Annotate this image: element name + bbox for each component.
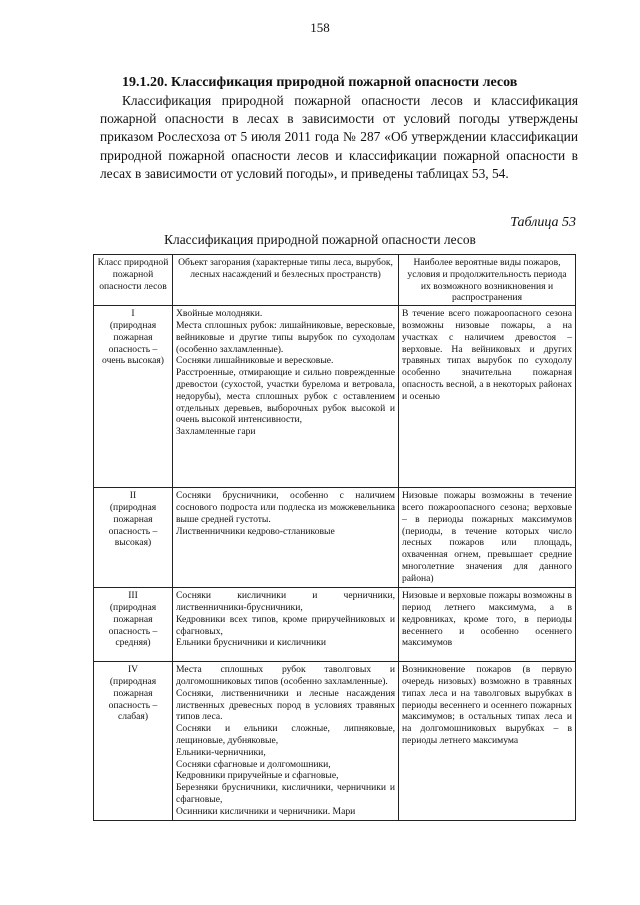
class-cell (94, 662, 173, 820)
table-row (94, 662, 576, 820)
intro-paragraph: Классификация природной пожарной опасности лесов и классификация пожарной опасности в лесах в зависимости от условий погоды утверждены приказом Рослесхоза от 5 июля 2011 года № 287 «Об утверждении классификации природной пожарной опасности лесов и классификации пожарной опасности в лесах в зависимости от условий погоды», и приведены таблицах 53, 54. (100, 93, 578, 181)
object-item: Кедровники приручейные и сфагновые, (176, 770, 339, 782)
fires-cell: Низовые пожары возможны в течение всего пожароопасного сезона; верховые – в периоды пожарных максимумов (периоды, в течение которых число лесных пожаров или площадь, охваченная огнем, превышает средние многолетние значения для данного района) (399, 488, 576, 588)
object-item: Сосняки сфагновые и долгомошники, (176, 758, 331, 770)
table-row (94, 588, 576, 662)
fires-cell: Низовые и верховые пожары возможны в период летнего максимума, а в кедровниках, кроме того, в периоды весеннего и особенно осеннего максимумов (399, 588, 576, 662)
object-item: Сосняки кисличники и черничники, лиственничники-брусничники, (176, 590, 395, 613)
object-item: Сосняки и ельники сложные, липняковые, лещиновые, дубняковые, (176, 723, 395, 746)
class-description: (природная пожарная опасность – высокая) (108, 501, 158, 549)
class-number: II (129, 490, 137, 502)
object-item: Осинники кисличники и черничники. Мари (176, 805, 356, 817)
object-item: Кедровники всех типов, кроме приручейниковых и сфагновых, (176, 613, 395, 637)
fire-danger-table (93, 254, 576, 821)
object-item: Хвойные молодняки. (176, 308, 263, 320)
class-number: I (131, 308, 135, 320)
object-item: Сосняки брусничники, особенно с наличием соснового подроста или подлеска из можжевельника выше средней густоты. (176, 490, 395, 525)
object-item: Березняки брусничники, кисличники, черничники и сфагновые, (176, 782, 395, 805)
table-row (94, 488, 576, 588)
object-item: Лиственничники кедрово-стланиковые (176, 525, 335, 537)
object-cell (173, 306, 399, 488)
object-cell (173, 662, 399, 820)
table-header-row (94, 255, 576, 306)
table-title: Классификация природной пожарной опасности лесов (164, 232, 476, 247)
class-cell (94, 306, 173, 488)
table-row (94, 306, 576, 488)
table-caption: Таблица 53 (510, 215, 576, 230)
class-number: IV (127, 664, 139, 676)
object-item: Места сплошных рубок таволговых и долгомошниковых типов (особенно захламленные). (176, 664, 395, 687)
header-fires: Наиболее вероятные виды пожаров, условия и продолжительность периода их возможного возникновения и распространения (399, 255, 576, 306)
class-cell (94, 488, 173, 588)
header-object: Объект загорания (характерные типы леса, вырубок, лесных насаждений и безлесных пространств) (173, 255, 399, 306)
object-cell (173, 488, 399, 588)
object-item: Сосняки, лиственничники и лесные насаждения лиственных древесных пород в условиях травяных типов леса. (176, 687, 395, 723)
class-description: (природная пожарная опасность – средняя) (108, 601, 158, 649)
class-description: (природная пожарная опасность – очень высокая) (102, 319, 164, 367)
object-item: Захламленные гари (176, 426, 256, 438)
section-heading: 19.1.20. Классификация природной пожарной опасности лесов (122, 75, 518, 90)
class-cell (94, 588, 173, 662)
page-number: 158 (310, 20, 330, 35)
object-cell (173, 588, 399, 662)
object-item: Места сплошных рубок: лишайниковые, вересковые, вейниковые и другие типы вырубок по суходолам (особенно захламленные). (176, 319, 395, 355)
object-item: Расстроенные, отмирающие и сильно поврежденные древостои (сухостой, участки бурелома и ветровала, недорубы), места сплошных рубок с оставлением отдельных деревьев, выборочных рубок высокой и очень высокой интенсивности, (176, 367, 395, 426)
object-item: Сосняки лишайниковые и вересковые. (176, 355, 334, 367)
class-description: (природная пожарная опасность – слабая) (108, 675, 158, 723)
fires-cell: Возникновение пожаров (в первую очередь низовых) возможно в травяных типах леса и на таволговых вырубках в периоды весеннего и осеннего пожарных максимумов; в остальных типах леса и на долгомошниковых вырубках – в периоды летнего максимума (399, 662, 576, 820)
class-number: III (128, 590, 138, 602)
object-item: Ельники-черничники, (176, 746, 266, 758)
fires-cell: В течение всего пожароопасного сезона возможны низовые пожары, а на участках с наличием древостоя – верховые. На вейниковых и других травяных типах вырубок по суходолу особенно значительна пожарная опасность весной, а в некоторых районах и осенью (399, 306, 576, 488)
header-class: Класс природной пожарной опасности лесов (94, 255, 173, 306)
object-item: Ельники брусничники и кисличники (176, 637, 327, 649)
